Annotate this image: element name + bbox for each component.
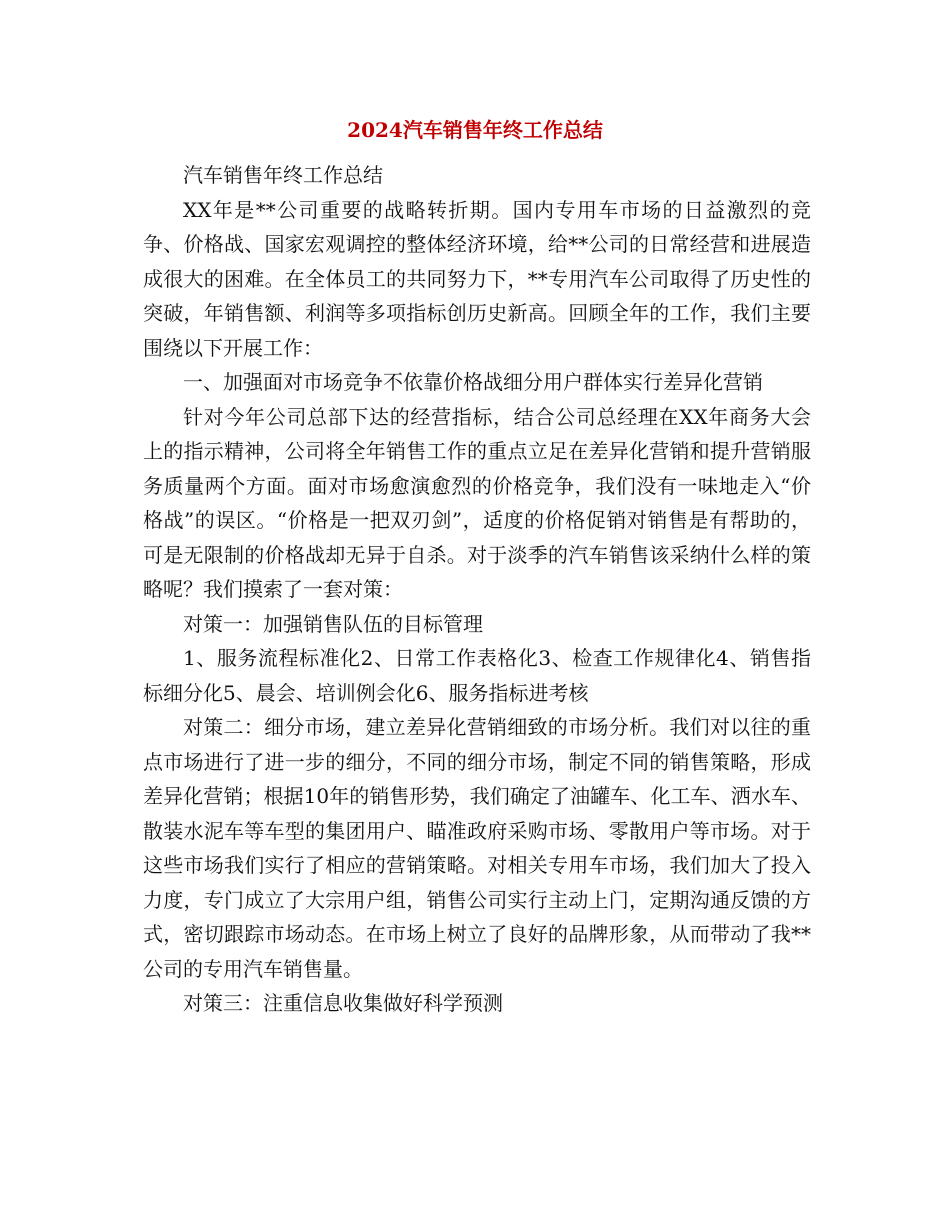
document-title: 2024汽车销售年终工作总结: [347, 118, 603, 142]
strategy-2-paragraph: 对策二：细分市场，建立差异化营销细致的市场分析。我们对以往的重点市场进行了进一步的细分，不同的细分市场，制定不同的销售策略，形成差异化营销；根据10年的销售形势，我们确定了油罐车、化工车、洒水车、散装水泥车等车型的集团用户、瞄准政府采购市场、零散用户等市场。对于这些市场我们实行了相应的营销策略。对相关专用车市场，我们加大了投入力度，专门成立了大宗用户组，销售公司实行主动上门，定期沟通反馈的方式，密切跟踪市场动态。在市场上树立了良好的品牌形象，从而带动了我**公司的专用汽车销售量。: [143, 715, 811, 981]
paragraph-section-1: 针对今年公司总部下达的经营指标，结合公司总经理在XX年商务大会上的指示精神，公司将全年销售工作的重点立足在差异化营销和提升营销服务质量两个方面。面对市场愈演愈烈的价格竞争，我们没有一味地走入“价格战”的误区。“价格是一把双刃剑”，适度的价格促销对销售是有帮助的，可是无限制的价格战却无异于自杀。对于淡季的汽车销售该采纳什么样的策略呢？我们摸索了一套对策：: [143, 404, 811, 601]
paragraph-subtitle: 汽车销售年终工作总结: [183, 163, 383, 187]
document-body: [143, 158, 811, 1021]
section-heading-1: 一、加强面对市场竞争不依靠价格战细分用户群体实行差异化营销: [183, 370, 763, 394]
strategy-heading-3: 对策三：注重信息收集做好科学预测: [183, 991, 503, 1015]
paragraph-intro: XX年是**公司重要的战略转折期。国内专用车市场的日益激烈的竞争、价格战、国家宏观调控的整体经济环境，给**公司的日常经营和进展造成很大的困难。在全体员工的共同努力下，**专用汽车公司取得了历史性的突破，年销售额、利润等多项指标创历史新高。回顾全年的工作，我们主要围绕以下开展工作：: [143, 197, 811, 360]
strategy-1-items: 1、服务流程标准化2、日常工作表格化3、检查工作规律化4、销售指标细分化5、晨会、培训例会化6、服务指标进考核: [143, 646, 811, 705]
strategy-heading-1: 对策一：加强销售队伍的目标管理: [183, 611, 483, 636]
